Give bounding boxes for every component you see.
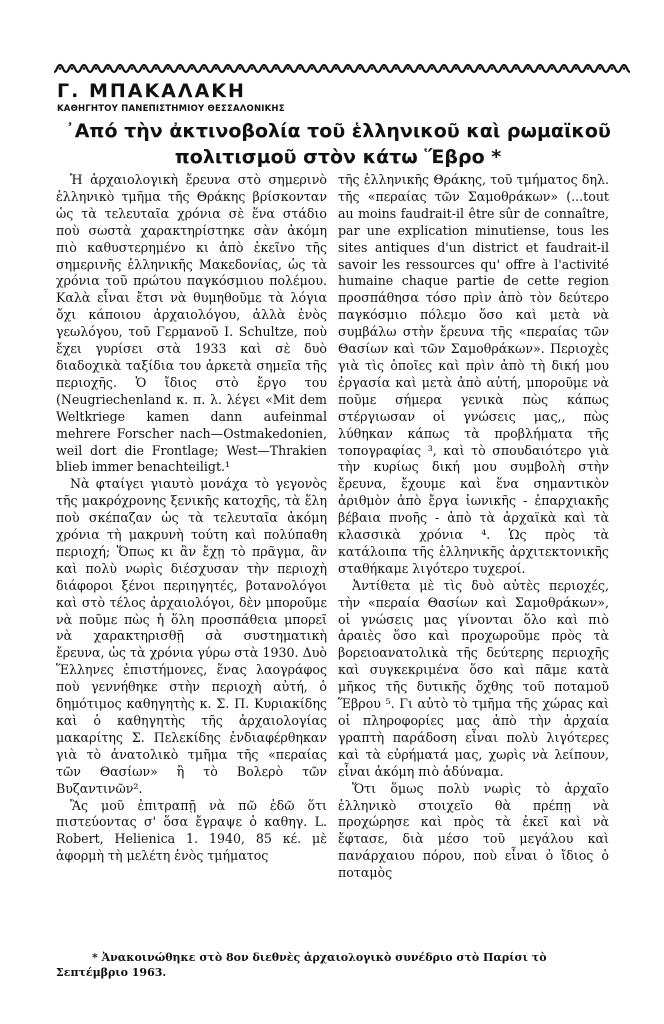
left-column — [56, 172, 327, 865]
footnote: * Ἀνακοινώθηκε στὸ 8ον διεθνὲς ἀρχαιολογικὸ συνέδριο στὸ Παρίσι τὸ Σεπτέμβριο 1963. — [56, 951, 547, 979]
author-name: Γ. ΜΠΑΚΑΛΑΚΗ — [57, 80, 246, 102]
paragraph: τῆς ἑλληνικῆς Θράκης, τοῦ τμήματος δηλ. τῆς «περαίας τῶν Σαμοθράκων» (...tout au moins faudrait-il être sûr de connaître, par une explication minutiense, tous les sites antiques d'un district et faudrait-il savoir les ressources qu' offre à l'activité humaine chaque partie de cette region προσπάθησα τόσο πρὶν ἀπὸ τὸν δεύτερο παγκόσμιο πόλεμο ὅσο καὶ μετὰ νὰ συμβάλω στὴν ἔρευνα τῆς «περαίας τῶν Θασίων καὶ τῶν Σαμοθράκων». Περιοχὲς γιὰ τὶς ὁποῖες καὶ πρὶν ἀπὸ τὴ δική μου ἐργασία καὶ μετὰ ἀπὸ αὐτή, μποροῦμε νὰ ποῦμε σήμερα γενικὰ πὼς κάπως στέργιωσαν οἱ γνώσεις μας,, πὼς λύθηκαν κάπως τὰ προβλήματα τῆς τοπογραφίας ³, καὶ τὸ σπουδαιότερο γιὰ τὴν κυρίως δική μου συμβολὴ στὴν ἔρευνα, ἔχουμε καὶ ἕνα σημαντικὸν ἀριθμὸν ἀπὸ ἔργα ἰωνικῆς - ἐπαρχιακῆς βέβαια πνοῆς - ἀπὸ τὰ ἀρχαϊκὰ καὶ τὰ κλασσικὰ χρόνια ⁴. Ὡς πρὸς τὰ κατάλοιπα τῆς ἑλληνικῆς ἀρχιτεκτονικῆς σταθήκαμε λιγότερο τυχεροί. — [338, 172, 609, 576]
article-title: ᾿Από τὴν ἀκτινοβολία τοῦ ἑλληνικοῦ καὶ ρωμαϊκοῦ πολιτισμοῦ στὸν κάτω Ἕβρο * — [65, 120, 611, 168]
paragraph: Ἡ ἀρχαιολογικὴ ἔρευνα στὸ σημερινὸ ἑλληνικὸ τμῆμα τῆς Θράκης βρίσκονταν ὡς τὰ τελευταῖα χρόνια σὲ ἕνα στάδιο ποὺ σωστὰ χαρακτηρίστηκε σὰν ἀκόμη πιὸ καθυστερημένο κι ἀπὸ ἐκεῖνο τῆς σημερινῆς ἑλληνικῆς Μακεδονίας, ὡς τὰ χρόνια τοῦ πρώτου παγκόσμιου πολέμου. Καλὰ εἶναι ἔτσι νὰ θυμηθοῦμε τὰ λόγια ὄχι κάποιου ἀρχαιολόγου, ἀλλὰ ἑνὸς γεωλόγου, τοῦ Γερμανοῦ I. Schultze, ποὺ ἔχει γυρίσει στὰ 1933 καὶ σὲ δυὸ διαδοχικὰ ταξίδια του ἀρκετὰ σημεῖα τῆς περιοχῆς. Ὁ ἴδιος στὸ ἔργο του (Neugriechenland κ. π. λ. λέγει «Mit dem Weltkriege kamen dann aufeinmal mehrere Forscher nach—Ostmakedonien, weil dort die Frontlage; West—Thrakien blieb immer benachteiligt.¹ — [56, 172, 327, 475]
right-column — [338, 172, 609, 882]
decorative-border — [54, 62, 630, 76]
paragraph: Νὰ φταίγει γιαυτὸ μονάχα τὸ γεγονὸς τῆς μακρόχρονης ξενικῆς κατοχῆς, τὰ ἕλη ποὺ σκέπαζαν ὡς τὰ τελευταῖα ἀκόμη χρόνια τὴ μακρυνὴ τούτη καὶ πολύπαθη περιοχή; Ὅπως κι ἂν ἔχῃ τὸ πρᾶγμα, ἂν καὶ πολὺ νωρὶς διέσχυσαν τὴν περιοχὴ διάφοροι ξένοι περιηγητές, βοτανολόγοι καὶ στὸ τέλος ἀρχαιολόγοι, δὲν μποροῦμε νὰ ποῦμε πὼς ἡ ὅλη προσπάθεια μπορεῖ νὰ χαρακτηρισθῇ σὰ συστηματικὴ ἔρευνα, ὡς τὰ χρόνια γύρω στὰ 1930. Δυὸ Ἕλληνες ἐπιστήμονες, ἕνας λαογράφος ποὺ γεννήθηκε στὴν περιοχὴ αὐτή, ὁ δημότιμος καθηγητὴς κ. Σ. Π. Κυριακίδης καὶ ὁ καθηγητὴς τῆς ἀρχαιολογίας μακαρίτης Σ. Πελεκίδης ἐνδιαφέρθηκαν γιὰ τὸ ἀνατολικὸ τμῆμα τῆς «περαίας τῶν Θασίων» ἢ τὸ Βολερὸ τῶν Βυζαντινῶν². — [56, 476, 327, 796]
paragraph: Ἀντίθετα μὲ τὶς δυὸ αὐτὲς περιοχές, τὴν «περαία Θασίων καὶ Σαμοθράκων», οἱ γνώσεις μας γίνονται ὅλο καὶ πιὸ ἀραιὲς ὅσο καὶ προχωροῦμε πρὸς τὰ βορειοανατολικὰ τῆς δεύτερης περιοχῆς καὶ συγκεκριμένα ὅσο καὶ πᾶμε κατὰ μῆκος τῆς δυτικῆς ὄχθης τοῦ ποταμοῦ Ἕβρου ⁵. Γι αὐτὸ τὸ τμῆμα τῆς χώρας καὶ οἱ πληροφορίες μας ἀπὸ τὴν ἀρχαία γραπτὴ παράδοση εἶναι πολὺ λιγότερες καὶ τὰ εὑρήματά μας, χωρὶς νὰ λείπουν, εἶναι ἀκόμη πιὸ ἀδύναμα. — [338, 577, 609, 779]
paragraph: Ὅτι ὅμως πολὺ νωρὶς τὸ ἀρχαῖο ἑλληνικὸ στοιχεῖο θὰ πρέπῃ νὰ προχώρησε καὶ πρὸς τὰ ἐκεῖ καὶ νὰ ἔφτασε, διὰ μέσο τοῦ μεγάλου καὶ πανάρχαιου πόρου, ποὺ εἶναι ὁ ἴδιος ὁ ποταμὸς — [338, 780, 609, 881]
paragraph: Ἂς μοῦ ἐπιτραπῇ νὰ πῶ ἐδῶ ὅτι πιστεύοντας σ' ὅσα ἔγραψε ὁ καθηγ. L. Robert, Helienica 1. 1940, 85 κέ. μὲ ἀφορμὴ τὴ μελέτη ἑνὸς τμήματος — [56, 797, 327, 864]
author-affiliation: ΚΑΘΗΓΗΤΟΥ ΠΑΝΕΠΙΣΤΗΜΙΟΥ ΘΕΣΣΑΛΟΝΙΚΗΣ — [57, 104, 285, 114]
